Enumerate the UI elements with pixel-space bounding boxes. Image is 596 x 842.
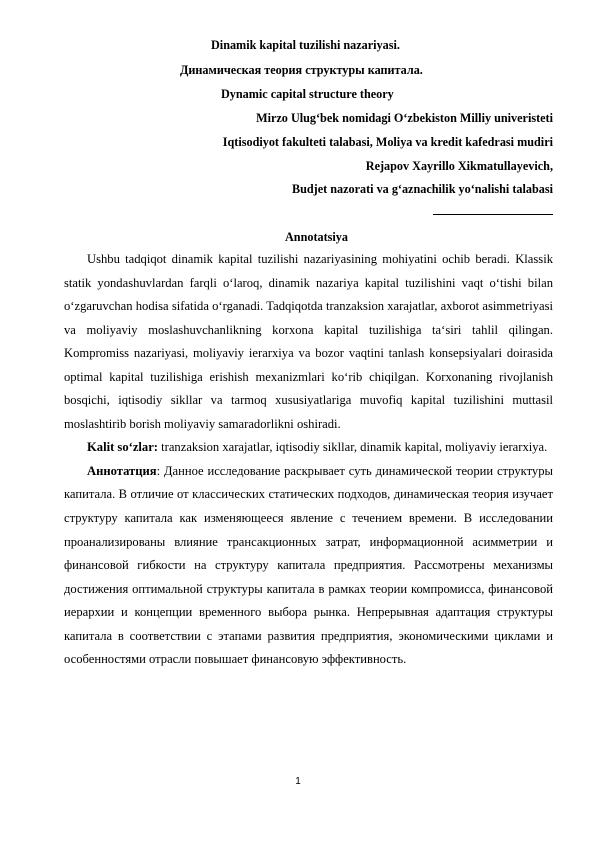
separator-line [433,214,553,215]
author-name: Rejapov Xayrillo Xikmatullayevich, [365,159,553,173]
keywords-paragraph [64,436,553,460]
page-number: 1 [295,776,301,787]
affiliation-program: Budjet nazorati va g‘aznachilik yo‘nalishi talabasi [291,182,553,196]
keywords-text: tranzaksion xarajatlar, iqtisodiy sikllar, dinamik kapital, moliyaviy ierarxiya. [158,440,548,455]
keywords-label: Kalit so‘zlar: [87,440,158,455]
abstract-body [64,248,553,672]
title-uzbek: Dinamik kapital tuzilishi nazariyasi. [211,38,400,52]
annotation-text: : Данное исследование раскрывает суть динамической теории структуры капитала. В отличие от классических статических подходов, динамическая теория изучает структуру капитала как изменяющееся явление с течением времени. В исследовании проанализированы влияние трансакционных затрат, информационной асимметрии и финансовой гибкости на структуру капитала предприятия. Рассмотрены механизмы достижения оптимальной структуры капитала в рамках теории компромисса, финансовой иерархии и концепции временного выбора рынка. Непрерывная адаптация структуры капитала в соответствии с этапами развития предприятия, экономическими циклами и особенностями отрасли повышает финансовую эффективность. [64,463,553,667]
title-english: Dynamic capital structure theory [221,87,394,101]
affiliation-university: Mirzo Ulug‘bek nomidagi O‘zbekiston Milliy univeristeti [256,111,553,125]
abstract-heading: Annotatsiya [285,230,348,244]
affiliation-faculty: Iqtisodiyot fakulteti talabasi, Moliya va kredit kafedrasi mudiri [222,135,553,149]
annotation-label: Аннотатция [87,463,157,478]
title-russian: Динамическая теория структуры капитала. [180,63,423,77]
abstract-uzbek-paragraph: Ushbu tadqiqot dinamik kapital tuzilishi nazariyasining mohiyatini ochib beradi. Klassik statik yondashuvlardan farqli o‘laroq, dinamik nazariya kapital tuzilishini vaqt o‘tishi bilan o‘zgaruvchan hodisa sifatida o‘rganadi. Tadqiqotda tranzaksion xarajatlar, axborot asimmetriyasi va moliyaviy moslashuvchanlikning korxona kapital tuzilishiga ta‘siri tahlil qilingan. Kompromiss nazariyasi, moliyaviy ierarxiya va bozor vaqtini tanlash konsepsiyalari doirasida optimal kapital tuzilishiga erishish mexanizmlari ko‘rib chiqilgan. Korxonaning rivojlanish bosqichi, iqtisodiy sikllar va tarmoq xususiyatlariga muvofiq kapital tuzilishini muttasil moslashtirib borish moliyaviy samaradorlikni oshiradi. [64,252,553,431]
abstract-russian-paragraph [64,460,553,672]
